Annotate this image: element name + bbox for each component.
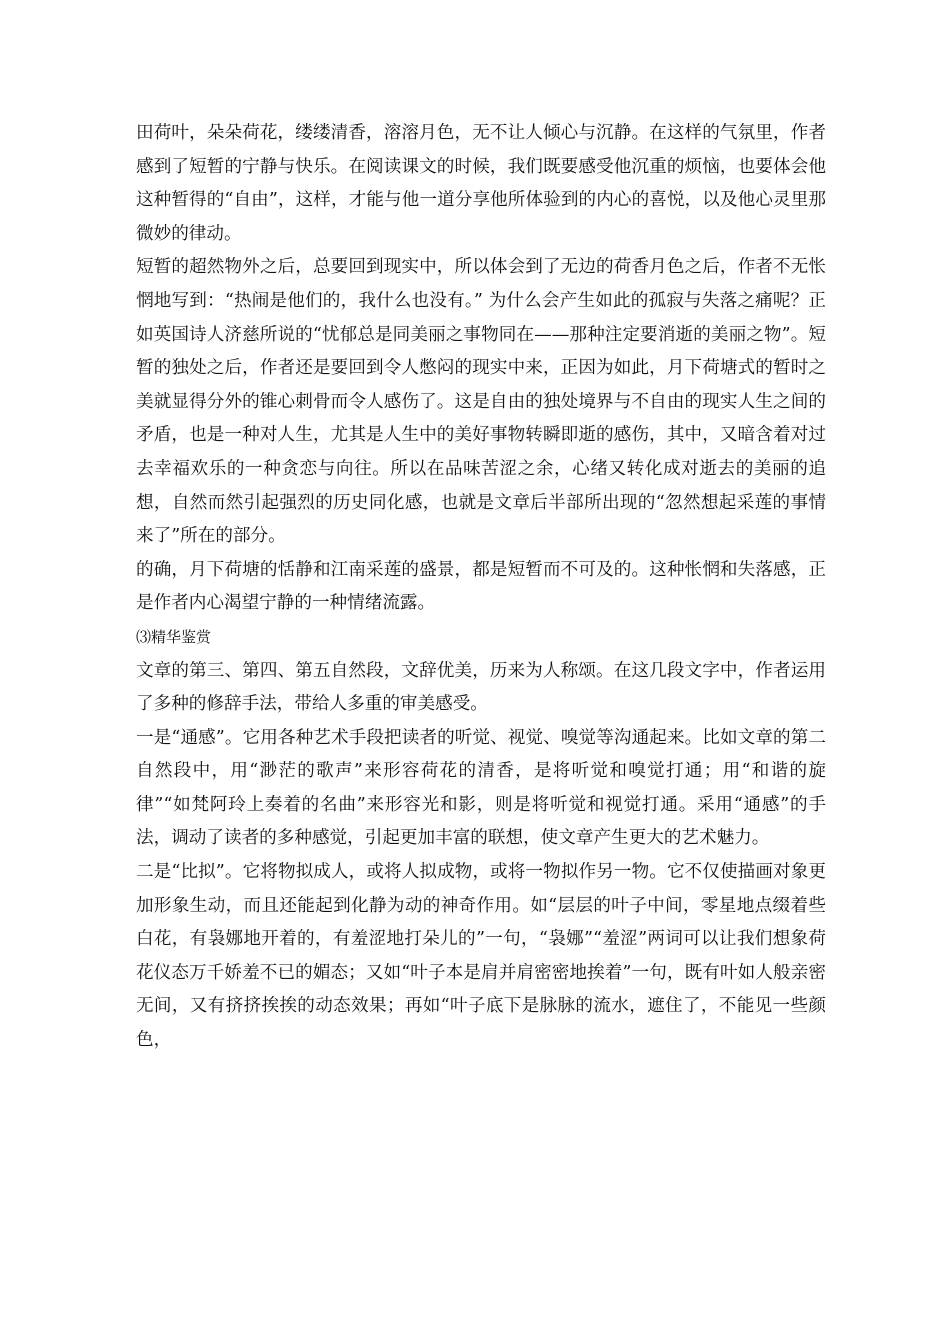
section-heading: ⑶精华鉴赏 <box>136 627 212 646</box>
paragraph-lotus-atmosphere: 田荷叶，朵朵荷花，缕缕清香，溶溶月色，无不让人倾心与沉静。在这样的气氛里，作者感到了短暂的宁静与快乐。在阅读课文的时候，我们既要感受他沉重的烦恼，也要体会他这种暂得的“自由”，这样，才能与他一道分享他所体验到的内心的喜悦，以及他心灵里那微妙的律动。 <box>136 123 826 244</box>
paragraph-personification: 二是“比拟”。它将物拟成人，或将人拟成物，或将一物拟作另一物。它不仅使描画对象更加形象生动，而且还能起到化静为动的神奇作用。如“层层的叶子中间，零星地点缀着些白花，有袅娜地开着的，有羞涩地打朵儿的”一句，“袅娜”“羞涩”两词可以让我们想象荷花仪态万千娇羞不已的媚态；又如“叶子本是肩并肩密密地挨着”一句，既有叶如人般亲密无间，又有挤挤挨挨的动态效果；再如“叶子底下是脉脉的流水，遮住了，不能见一些颜色， <box>136 862 826 1051</box>
paragraph-longing: 的确，月下荷塘的恬静和江南采莲的盛景，都是短暂而不可及的。这种怅惘和失落感，正是作者内心渴望宁静的一种情绪流露。 <box>136 559 826 614</box>
document-page <box>136 117 826 1058</box>
paragraph-appreciation-intro: 文章的第三、第四、第五自然段，文辞优美，历来为人称颂。在这几段文字中，作者运用了多种的修辞手法，带给人多重的审美感受。 <box>136 660 826 715</box>
paragraph-synesthesia: 一是“通感”。它用各种艺术手段把读者的听觉、视觉、嗅觉等沟通起来。比如文章的第二自然段中，用“渺茫的歌声”来形容荷花的清香，是将听觉和嗅觉打通；用“和谐的旋律”“如梵阿玲上奏着的名曲”来形容光和影，则是将听觉和视觉打通。采用“通感”的手法，调动了读者的多种感觉，引起更加丰富的联想，使文章产生更大的艺术魅力。 <box>136 727 826 849</box>
paragraph-melancholy: 短暂的超然物外之后，总要回到现实中，所以体会到了无边的荷香月色之后，作者不无怅惘地写到：“热闹是他们的，我什么也没有。” 为什么会产生如此的孤寂与失落之痛呢？正如英国诗人济慈所说的“忧郁总是同美丽之事物同在——那种注定要消逝的美丽之物”。短暂的独处之后，作者还是要回到令人憋闷的现实中来，正因为如此，月下荷塘式的暂时之美就显得分外的锥心刺骨而令人感伤了。这是自由的独处境界与不自由的现实人生之间的矛盾，也是一种对人生，尤其是人生中的美好事物转瞬即逝的感伤，其中，又暗含着对过去幸福欢乐的一种贪恋与向往。所以在品味苦涩之余，心绪又转化成对逝去的美丽的追想，自然而然引起强烈的历史同化感，也就是文章后半部所出现的“忽然想起采莲的事情来了”所在的部分。 <box>136 257 826 547</box>
